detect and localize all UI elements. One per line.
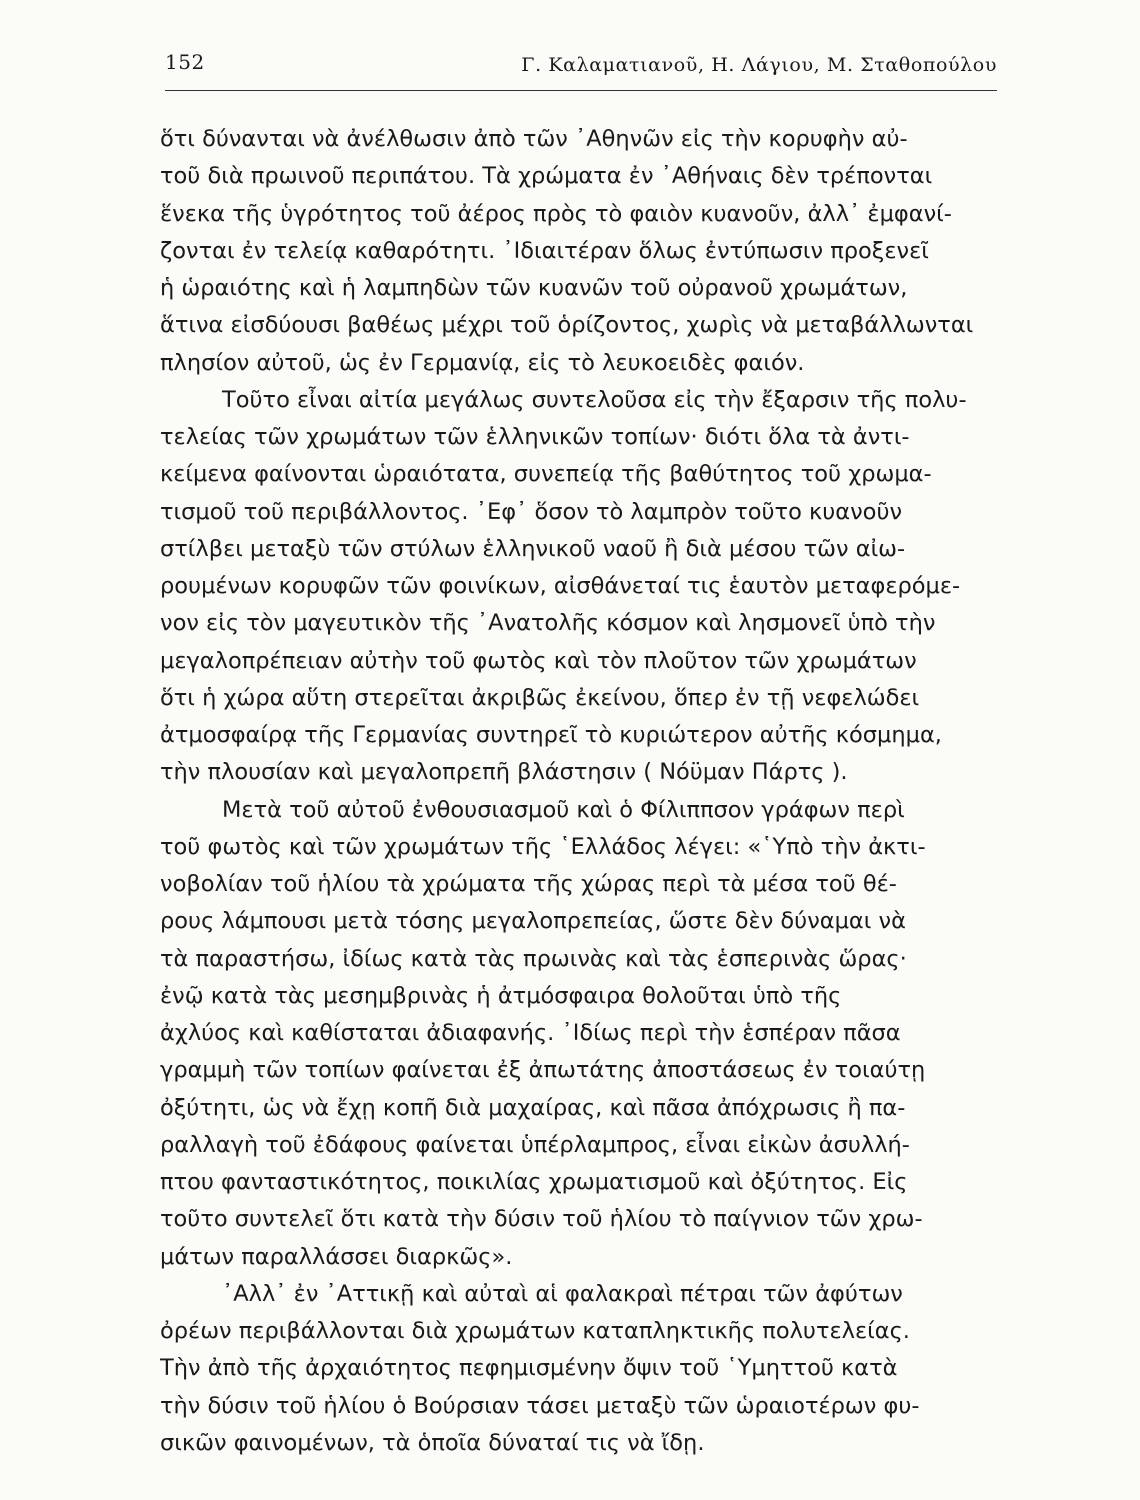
text-line: ἀχλύος καὶ καθίσταται ἀδιαφανής. ᾽Ιδίως περὶ τὴν ἑσπέραν πᾶσα <box>160 1020 901 1046</box>
running-head: Γ. Καλαματιανοῦ, Η. Λάγιου, Μ. Σταθοπούλου <box>521 54 997 76</box>
text-line: ὀξύτητι, ὡς νὰ ἔχῃ κοπῆ διὰ μαχαίρας, καὶ πᾶσα ἀπόχρωσις ἢ πα- <box>160 1094 906 1121</box>
page-number: 152 <box>165 50 205 74</box>
text-line: κείμενα φαίνονται ὡραιότατα, συνεπείᾳ τῆς βαθύτητος τοῦ χρωμα- <box>160 461 932 488</box>
paragraph-start-line: ᾽Αλλ᾽ ἐν ᾽Αττικῇ καὶ αὐταὶ αἱ φαλακραὶ πέτραι τῶν ἀφύτων <box>222 1280 903 1307</box>
text-line: γραμμὴ τῶν τοπίων φαίνεται ἐξ ἀπωτάτης ἀποστάσεως ἐν τοιαύτῃ <box>160 1057 926 1084</box>
text-line: μεγαλοπρέπειαν αὐτὴν τοῦ φωτὸς καὶ τὸν πλοῦτον τῶν χρωμάτων <box>160 647 917 674</box>
text-line: στίλβει μεταξὺ τῶν στύλων ἑλληνικοῦ ναοῦ ἢ διὰ μέσου τῶν αἰω- <box>160 535 906 562</box>
text-line: σικῶν φαινομένων, τὰ ὁποῖα δύναταί τις νὰ ἴδῃ. <box>160 1429 705 1456</box>
paragraph-start-line: Μετὰ τοῦ αὐτοῦ ἐνθουσιασμοῦ καὶ ὁ Φίλιππσον γράφων περὶ <box>222 796 905 823</box>
text-line: ὅτι ἡ χώρα αὕτη στερεῖται ἀκριβῶς ἐκείνου, ὅπερ ἐν τῇ νεφελώδει <box>160 684 920 711</box>
text-line: ἅτινα εἰσδύουσι βαθέως μέχρι τοῦ ὁρίζοντος, χωρὶς νὰ μεταβάλλωνται <box>160 312 974 339</box>
text-line: ἕνεκα τῆς ὑγρότητος τοῦ ἀέρος πρὸς τὸ φαιὸν κυανοῦν, ἀλλ᾽ ἐμφανί- <box>160 200 952 227</box>
text-line: τοῦ φωτὸς καὶ τῶν χρωμάτων τῆς ῾Ελλάδος λέγει: «῾Υπὸ τὴν ἀκτι- <box>160 833 926 860</box>
text-line: Τὴν ἀπὸ τῆς ἀρχαιότητος πεφημισμένην ὄψιν τοῦ ῾Υμηττοῦ κατὰ <box>160 1355 898 1382</box>
paragraph-start-line: Τοῦτο εἶναι αἰτία μεγάλως συντελοῦσα εἰς τὴν ἔξαρσιν τῆς πολυ- <box>222 386 967 413</box>
text-line: ἡ ὡραιότης καὶ ἡ λαμπηδὼν τῶν κυανῶν τοῦ οὐρανοῦ χρωμάτων, <box>160 275 908 301</box>
text-line: ὅτι δύνανται νὰ ἀνέλθωσιν ἀπὸ τῶν ᾽Αθηνῶν εἰς τὴν κορυφὴν αὐ- <box>160 126 908 152</box>
text-line: νον εἰς τὸν μαγευτικὸν τῆς ᾽Ανατολῆς κόσμον καὶ λησμονεῖ ὑπὸ τὴν <box>160 610 936 637</box>
text-line: τὴν πλουσίαν καὶ μεγαλοπρεπῆ βλάστησιν ( Νόϋμαν Πάρτς ). <box>160 759 848 786</box>
text-line: τὴν δύσιν τοῦ ἡλίου ὁ Βούρσιαν τάσει μεταξὺ τῶν ὡραιοτέρων φυ- <box>160 1392 920 1419</box>
text-line: τοῦτο συντελεῖ ὅτι κατὰ τὴν δύσιν τοῦ ἡλίου τὸ παίγνιον τῶν χρω- <box>160 1206 923 1233</box>
text-line: τελείας τῶν χρωμάτων τῶν ἑλληνικῶν τοπίων· διότι ὅλα τὰ ἀντι- <box>160 424 910 450</box>
text-line: τοῦ διὰ πρωινοῦ περιπάτου. Τὰ χρώματα ἐν ᾽Αθήναις δὲν τρέπονται <box>160 163 933 190</box>
text-line: τὰ παραστήσω, ἰδίως κατὰ τὰς πρωινὰς καὶ τὰς ἑσπερινὰς ὥρας· <box>160 945 907 972</box>
text-line: ραλλαγὴ τοῦ ἐδάφους φαίνεται ὑπέρλαμπρος, εἶναι εἰκὼν ἀσυλλή- <box>160 1131 910 1158</box>
text-line: πλησίον αὐτοῦ, ὡς ἐν Γερμανίᾳ, εἰς τὸ λευκοειδὲς φαιόν. <box>160 349 805 376</box>
header-rule <box>165 90 997 91</box>
text-line: ζονται ἐν τελείᾳ καθαρότητι. ᾽Ιδιαιτέραν ὅλως ἐντύπωσιν προξενεῖ <box>160 237 929 264</box>
text-line: ἐνῷ κατὰ τὰς μεσημβρινὰς ἡ ἀτμόσφαιρα θολοῦται ὑπὸ τῆς <box>160 982 842 1009</box>
text-line: τισμοῦ τοῦ περιβάλλοντος. ᾽Εφ᾽ ὅσον τὸ λαμπρὸν τοῦτο κυανοῦν <box>160 498 903 525</box>
text-line: μάτων παραλλάσσει διαρκῶς». <box>160 1243 513 1270</box>
text-line: νοβολίαν τοῦ ἡλίου τὰ χρώματα τῆς χώρας περὶ τὰ μέσα τοῦ θέ- <box>160 871 897 897</box>
body-text <box>160 121 995 1462</box>
text-line: ρουμένων κορυφῶν τῶν φοινίκων, αἰσθάνεταί τις ἑαυτὸν μεταφερόμε- <box>160 573 961 599</box>
text-line: πτου φανταστικότητος, ποικιλίας χρωματισμοῦ καὶ ὀξύτητος. Εἰς <box>160 1169 908 1195</box>
text-line: ὀρέων περιβάλλονται διὰ χρωμάτων καταπληκτικῆς πολυτελείας. <box>160 1318 910 1344</box>
text-line: ρους λάμπουσι μετὰ τόσης μεγαλοπρεπείας, ὥστε δὲν δύναμαι νὰ <box>160 908 906 935</box>
text-line: ἀτμοσφαίρᾳ τῆς Γερμανίας συντηρεῖ τὸ κυριώτερον αὐτῆς κόσμημα, <box>160 722 942 748</box>
page-header <box>165 50 997 92</box>
